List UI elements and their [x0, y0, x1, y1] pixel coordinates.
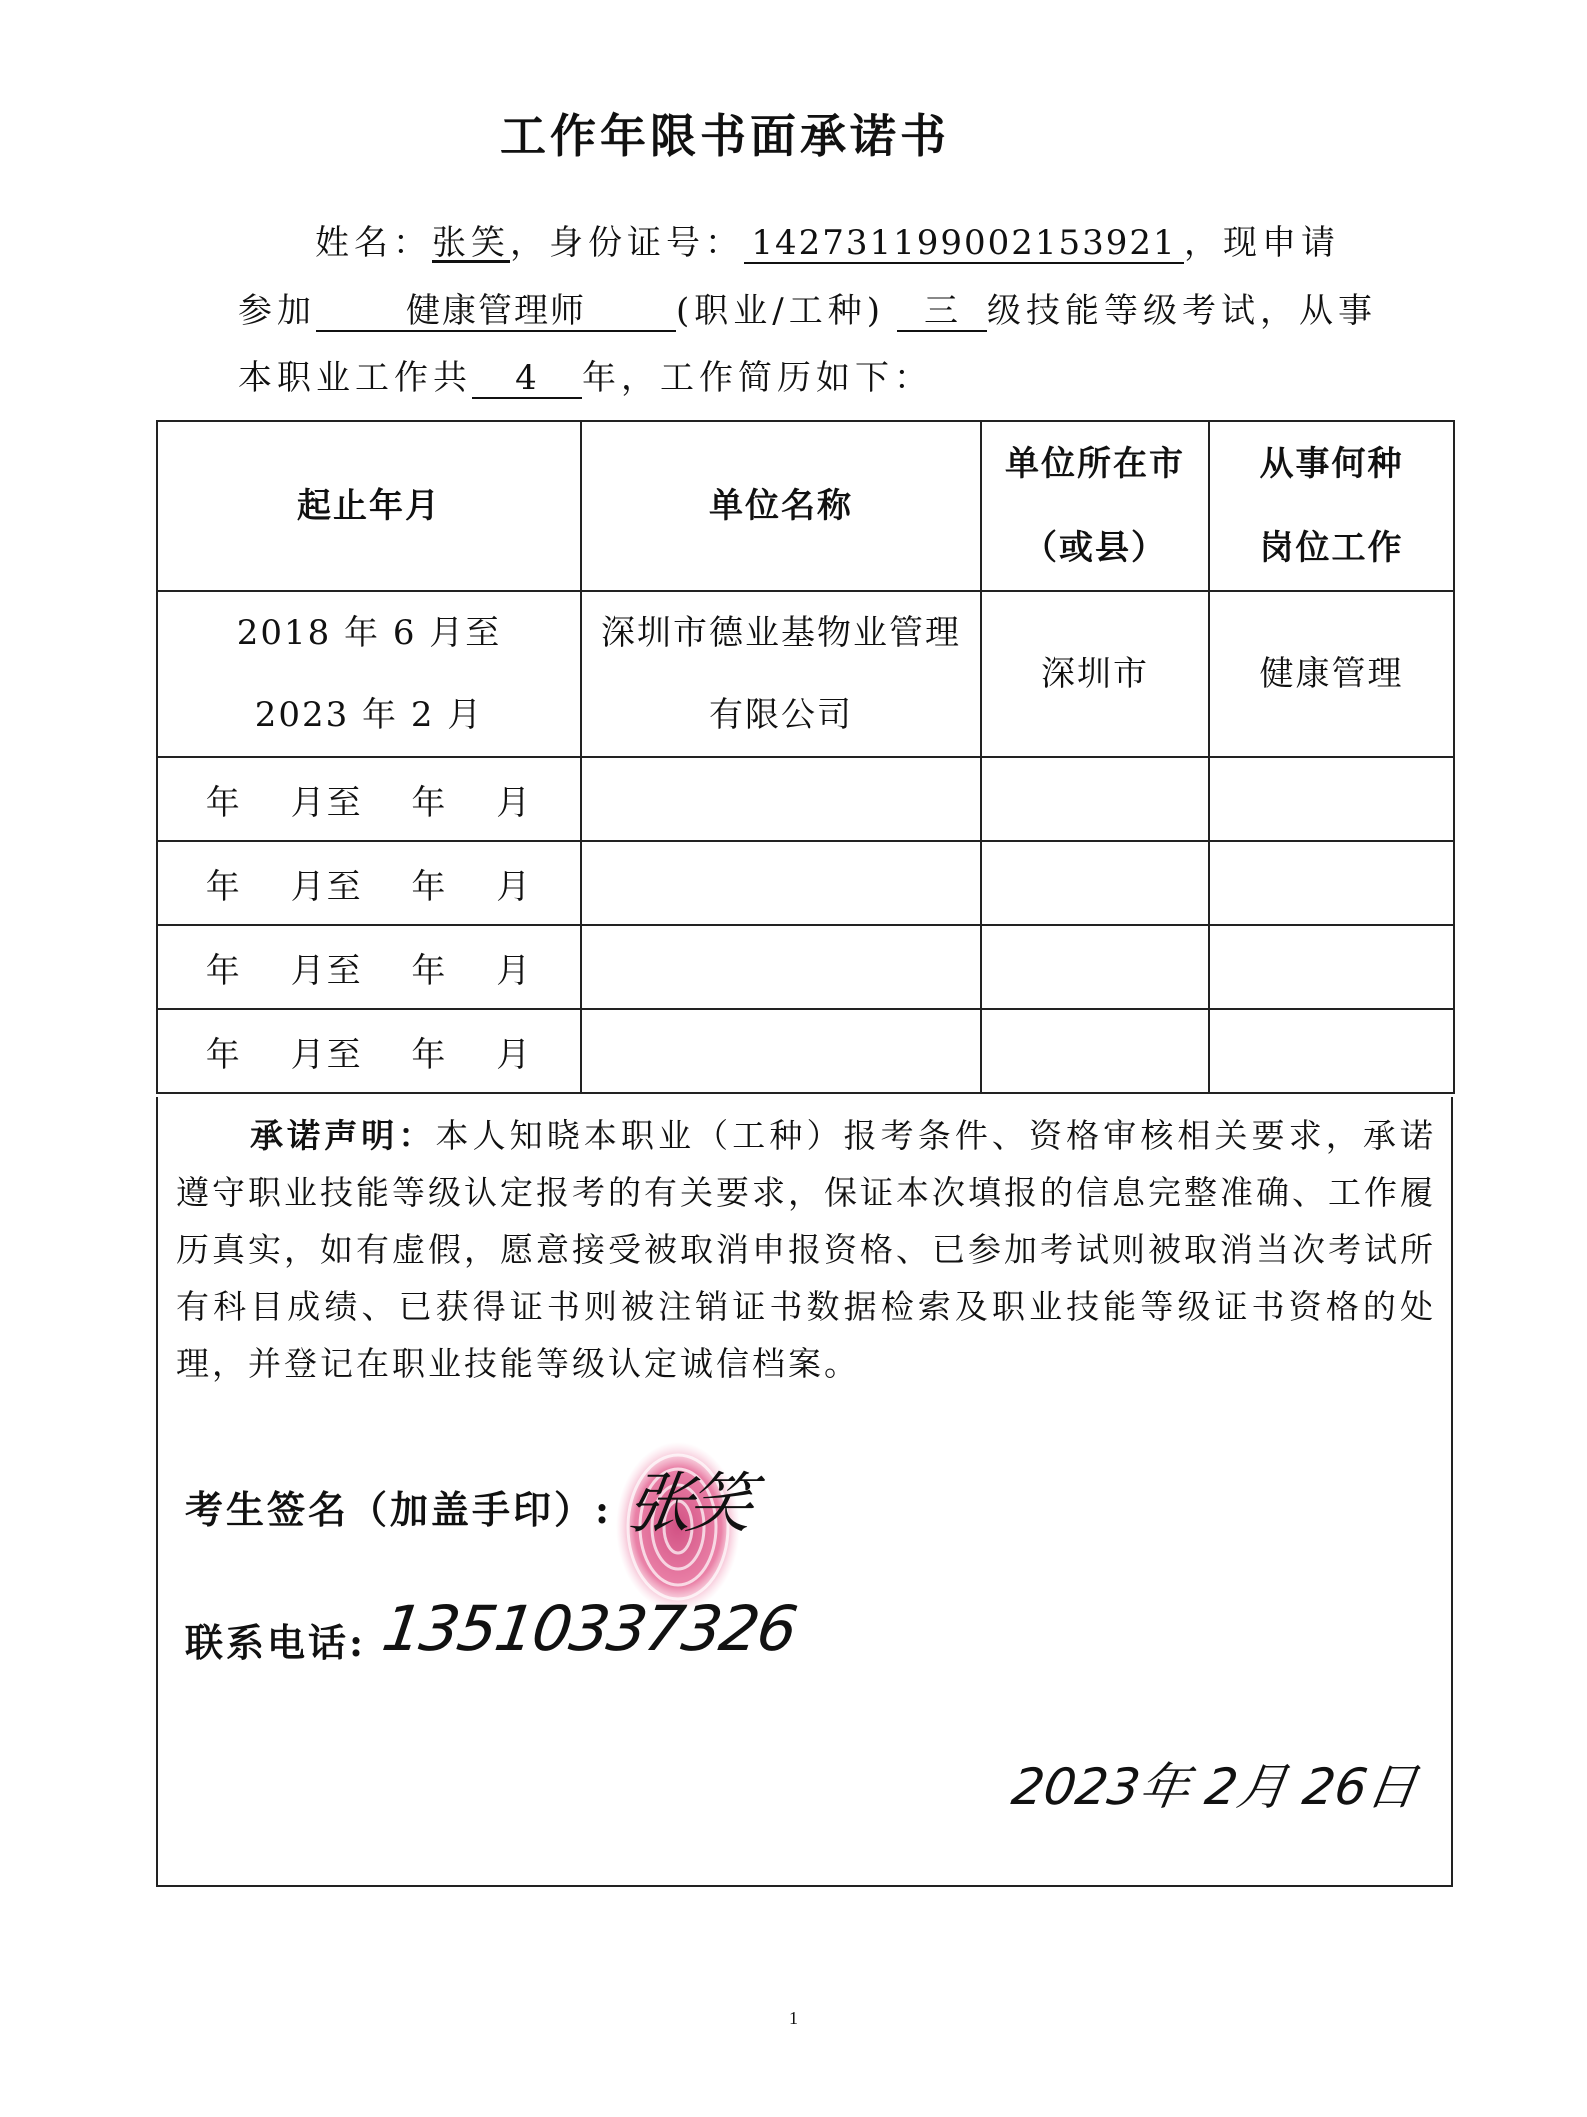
- work-history-table: [156, 420, 1455, 1094]
- work-years: 4: [472, 359, 582, 399]
- intro-line-1: 姓名：张笑，身份证号： 142731199002153921 ，现申请: [315, 223, 1340, 263]
- document-title: 工作年限书面承诺书: [500, 109, 950, 163]
- page-number: 1: [789, 2008, 798, 2028]
- table-row-blank: [157, 1009, 1454, 1093]
- declaration-box: [156, 1097, 1453, 1887]
- handwritten-date: 2023年 2月 26日: [1008, 1758, 1421, 1816]
- declaration-text: 承诺声明：本人知晓本职业（工种）报考条件、资格审核相关要求，承诺遵守职业技能等级认定报考的有关要求，保证本次填报的信息完整准确、工作履历真实，如有虚假，愿意接受被取消申报资格、已参加考试则被取消当次考试所有科目成绩、已获得证书则被注销证书数据检索及职业技能等级证书资格的处理，并登记在职业技能等级认定诚信档案。: [176, 1116, 1437, 1383]
- header-city: 单位所在市 （或县）: [981, 421, 1209, 591]
- table-row-blank: [157, 757, 1454, 841]
- signature-label: 考生签名（加盖手印）:: [185, 1487, 613, 1532]
- row-position: 健康管理: [1209, 591, 1454, 757]
- table-row-blank: [157, 841, 1454, 925]
- intro-line-3: 本职业工作共 4 年，工作简历如下：: [238, 358, 933, 398]
- phone-label: 联系电话:: [185, 1620, 367, 1665]
- header-position: 从事何种 岗位工作: [1209, 421, 1454, 591]
- intro-line-2: 参加 健康管理师 (职业/工种) 三 级技能等级考试，从事: [238, 291, 1377, 331]
- header-dates: 起止年月: [157, 421, 581, 591]
- handwritten-signature: 张笑: [621, 1465, 753, 1542]
- table-row: [157, 591, 1454, 757]
- handwritten-phone: 13510337326: [377, 1592, 801, 1665]
- id-number: 142731199002153921: [744, 224, 1184, 264]
- row-dates: 2018 年 6 月至 2023 年 2 月: [157, 591, 581, 757]
- table-row-blank: [157, 925, 1454, 1009]
- level: 三: [897, 292, 987, 332]
- blank-dates: 年 月至 年 月: [157, 1009, 581, 1093]
- header-company: 单位名称: [581, 421, 981, 591]
- blank-dates: 年 月至 年 月: [157, 757, 581, 841]
- occupation: 健康管理师: [316, 292, 676, 332]
- row-company: 深圳市德业基物业管理有限公司: [581, 591, 981, 757]
- blank-dates: 年 月至 年 月: [157, 841, 581, 925]
- applicant-name: 张笑: [432, 223, 510, 263]
- blank-dates: 年 月至 年 月: [157, 925, 581, 1009]
- table-header-row: [157, 421, 1454, 591]
- row-city: 深圳市: [981, 591, 1209, 757]
